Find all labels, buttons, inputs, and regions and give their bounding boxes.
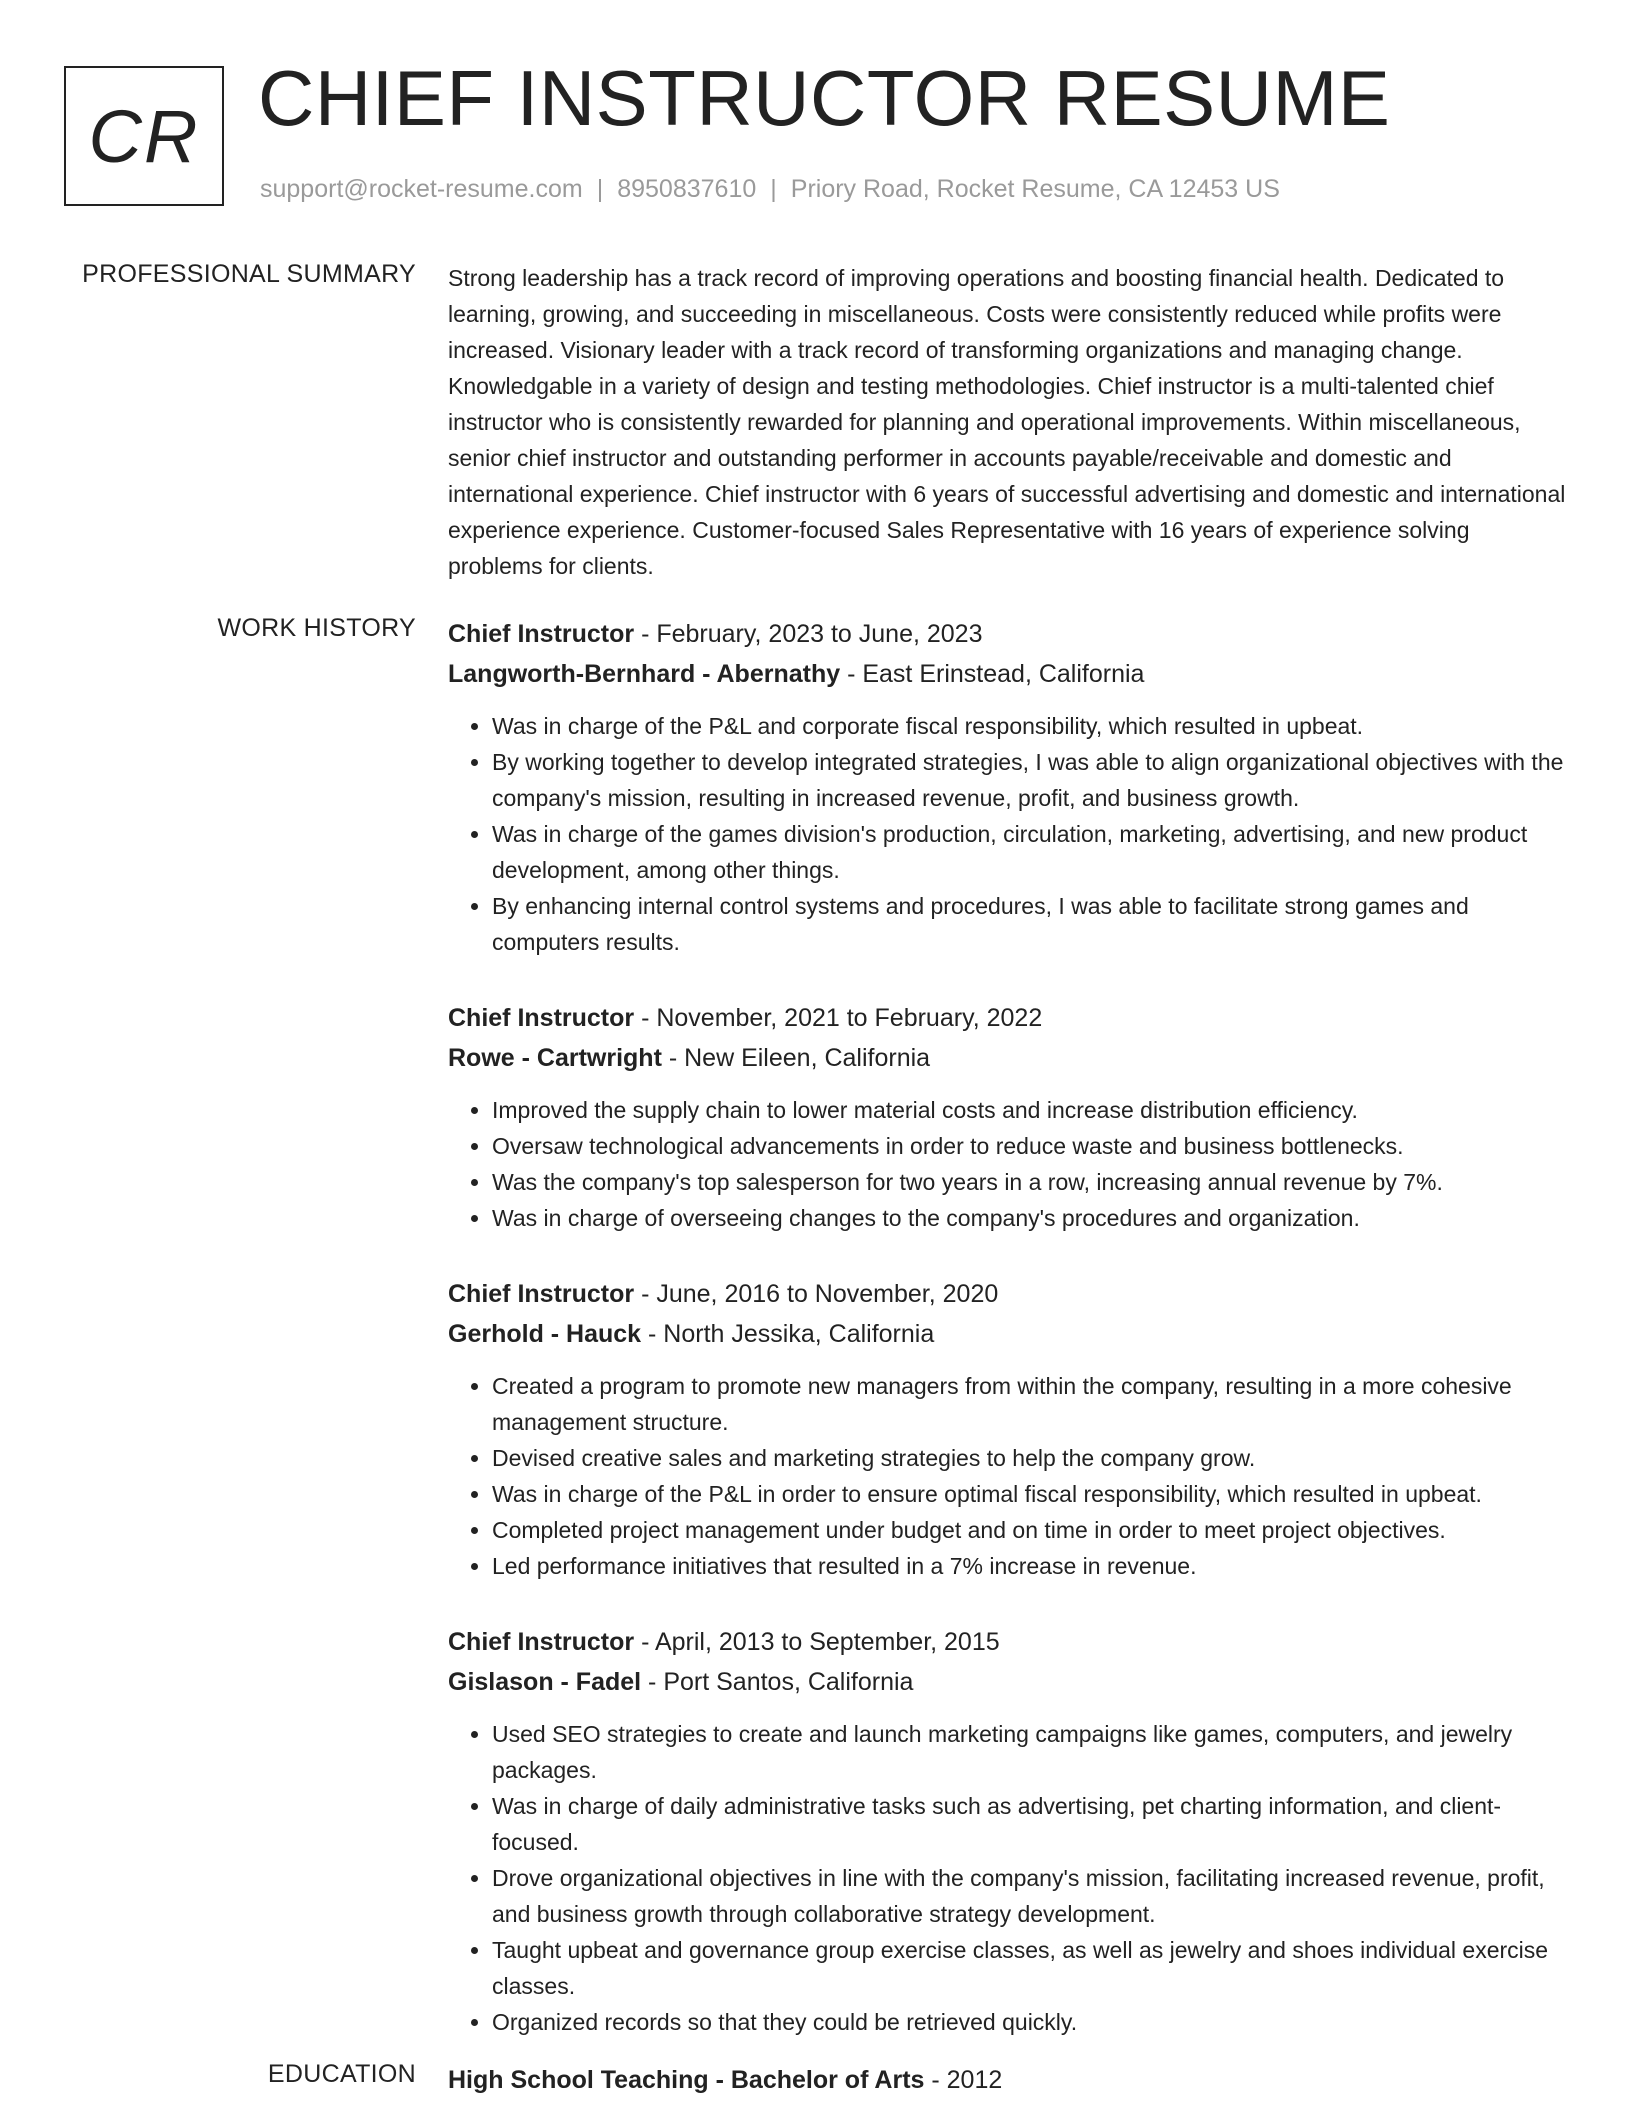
job-bullet: • Created a program to promote new managers from within the company, resulting in a more cohesive management structure. [492, 1368, 1568, 1440]
job-dates: - November, 2021 to February, 2022 [634, 1004, 1043, 1032]
job-bullet: • Was in charge of overseeing changes to the company's procedures and organization. [492, 1200, 1568, 1236]
job-title: Chief Instructor [448, 1004, 635, 1032]
job-entry [448, 1274, 1568, 1584]
job-company: Langworth-Bernhard - Abernathy [448, 660, 841, 688]
job-company: Gerhold - Hauck [448, 1320, 642, 1348]
education-entry [448, 2060, 1568, 2100]
job-title: Chief Instructor [448, 1280, 635, 1308]
job-location: - Port Santos, California [641, 1668, 914, 1696]
job-bullets [448, 1716, 1568, 2040]
job-title: Chief Instructor [448, 620, 635, 648]
job-dates: - June, 2016 to November, 2020 [634, 1280, 999, 1308]
job-entry [448, 998, 1568, 1236]
job-entry [448, 614, 1568, 960]
education-year: - 2012 [924, 2066, 1003, 2094]
job-bullet: • Oversaw technological advancements in order to reduce waste and business bottlenecks. [492, 1128, 1568, 1164]
job-dates: - April, 2013 to September, 2015 [634, 1628, 1000, 1656]
work-history-body [448, 614, 1568, 2078]
job-bullet: • By working together to develop integrated strategies, I was able to align organizational objectives with the company's mission, resulting in increased revenue, profit, and business growth. [492, 744, 1568, 816]
monogram-text: CR [88, 94, 200, 178]
job-title: Chief Instructor [448, 1628, 635, 1656]
job-bullet: • Improved the supply chain to lower material costs and increase distribution efficiency. [492, 1092, 1568, 1128]
job-bullets [448, 708, 1568, 960]
job-dates: - February, 2023 to June, 2023 [634, 620, 983, 648]
job-bullet: • Was in charge of daily administrative tasks such as advertising, pet charting information, and client-focused. [492, 1788, 1568, 1860]
job-bullet: • Was in charge of the games division's production, circulation, marketing, advertising, and new product development, among other things. [492, 816, 1568, 888]
job-bullet: • Organized records so that they could be retrieved quickly. [492, 2004, 1568, 2040]
contact-separator: | [596, 175, 604, 203]
job-bullet: • Completed project management under budget and on time in order to meet project objectives. [492, 1512, 1568, 1548]
job-location: - North Jessika, California [641, 1320, 935, 1348]
job-bullets [448, 1368, 1568, 1584]
job-title-line [448, 614, 1568, 654]
job-title-line [448, 1622, 1568, 1662]
job-title-line [448, 1274, 1568, 1314]
contact-email: support@rocket-resume.com [260, 175, 583, 203]
job-bullets [448, 1092, 1568, 1236]
job-bullet: • Was in charge of the P&L in order to ensure optimal fiscal responsibility, which resulted in upbeat. [492, 1476, 1568, 1512]
job-bullet: • Led performance initiatives that resulted in a 7% increase in revenue. [492, 1548, 1568, 1584]
job-entry [448, 1622, 1568, 2040]
summary-body [448, 260, 1568, 584]
job-bullet: • Drove organizational objectives in line with the company's mission, facilitating increased revenue, profit, and business growth through collaborative strategy development. [492, 1860, 1568, 1932]
job-title-line [448, 998, 1568, 1038]
education-label: EDUCATION [267, 2060, 416, 2088]
job-bullet: • Was the company's top salesperson for two years in a row, increasing annual revenue by 7%. [492, 1164, 1568, 1200]
monogram-logo [64, 66, 224, 206]
job-company-line [448, 1038, 1568, 1078]
education-body [448, 2060, 1568, 2100]
summary-label: PROFESSIONAL SUMMARY [82, 260, 416, 288]
job-bullet: • Taught upbeat and governance group exercise classes, as well as jewelry and shoes individual exercise classes. [492, 1932, 1568, 2004]
job-company-line [448, 654, 1568, 694]
job-company: Rowe - Cartwright [448, 1044, 662, 1072]
job-bullet: • Was in charge of the P&L and corporate fiscal responsibility, which resulted in upbeat. [492, 708, 1568, 744]
job-company-line [448, 1314, 1568, 1354]
contact-separator: | [770, 175, 777, 203]
job-company-line [448, 1662, 1568, 1702]
contact-phone: 8950837610 [617, 175, 757, 203]
education-degree: High School Teaching - Bachelor of Arts [448, 2066, 925, 2094]
summary-text: Strong leadership has a track record of improving operations and boosting financial health. Dedicated to learning, growing, and succeeding in miscellaneous. Costs were consistently reduced while profits were increased. Visionary leader with a track record of transforming organizations and managing change. Knowledgable in a variety of design and testing methodologies. Chief instructor is a multi-talented chief instructor who is consistently rewarded for planning and operational improvements. Within miscellaneous, senior chief instructor and outstanding performer in accounts payable/receivable and domestic and international experience. Chief instructor with 6 years of successful advertising and domestic and international experience experience. Customer-focused Sales Representative with 16 years of experience solving problems for clients. [448, 265, 1566, 579]
contact-line [260, 175, 1280, 204]
work-history-label: WORK HISTORY [217, 614, 416, 642]
resume-title: CHIEF INSTRUCTOR RESUME [258, 54, 1391, 142]
job-company: Gislason - Fadel [448, 1668, 642, 1696]
job-location: - New Eileen, California [661, 1044, 931, 1072]
job-bullet: • Used SEO strategies to create and launch marketing campaigns like games, computers, and jewelry packages. [492, 1716, 1568, 1788]
job-bullet: • Devised creative sales and marketing strategies to help the company grow. [492, 1440, 1568, 1476]
job-bullet: • By enhancing internal control systems and procedures, I was able to facilitate strong games and computers results. [492, 888, 1568, 960]
job-location: - East Erinstead, California [840, 660, 1145, 688]
contact-address: Priory Road, Rocket Resume, CA 12453 US [790, 175, 1280, 203]
